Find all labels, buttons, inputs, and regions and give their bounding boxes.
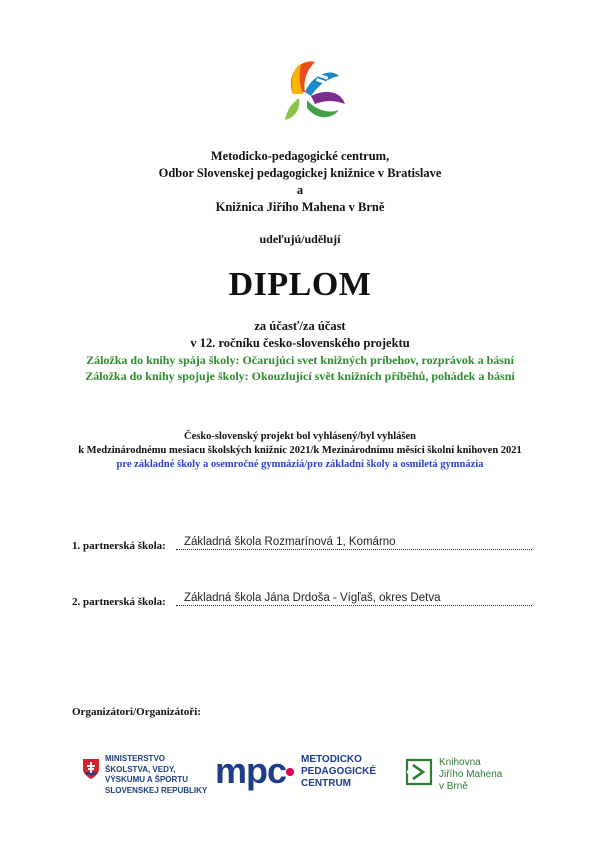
organizers-label: Organizátori/Organizátoři: — [72, 706, 201, 718]
issuer-line-2: Odbor Slovenskej pedagogickej knižnice v Bratislave — [158, 166, 442, 180]
project-block — [0, 430, 600, 472]
issuer-line-3: a — [296, 183, 304, 197]
ministry-line-1: MINISTERSTVO — [105, 754, 166, 763]
partner-school-2-line — [176, 605, 532, 606]
ministry-line-4: SLOVENSKEJ REPUBLIKY — [105, 785, 208, 795]
ministry-crest-icon — [82, 758, 100, 780]
partner-school-1-line — [176, 549, 532, 550]
mpc-logo-word: mpc — [215, 750, 287, 791]
mpc-logo-text — [301, 754, 376, 790]
partner-school-2 — [72, 588, 532, 608]
ministry-line-3: VÝSKUMU A ŠPORTU — [105, 775, 188, 784]
project-line-3: pre základné školy a osemročné gymnáziá/pro základní školy a osmiletá gymnázia — [116, 459, 484, 470]
kjm-line-1: Knihovna — [439, 757, 481, 768]
partner-school-1-value: Základná škola Rozmarínová 1, Komárno — [184, 536, 396, 548]
participation-line-2: v 12. ročníku česko-slovenského projektu — [190, 336, 410, 350]
issuer-line-1: Metodicko-pedagogické centrum, — [210, 149, 390, 163]
mpc-line-2: PEDAGOGICKÉ — [301, 766, 377, 777]
mpc-line-3: CENTRUM — [301, 778, 351, 789]
participation-line-1: za účasť/za účast — [254, 319, 346, 333]
issuer-line-4: Knižnica Jiřího Mahena v Brně — [215, 200, 385, 214]
theme-sk: Záložka do knihy spája školy: Očarujúci svet knižných príbehov, rozprávok a básní — [86, 353, 514, 367]
kjm-line-3: v Brně — [439, 781, 468, 792]
ism-logo — [255, 52, 365, 142]
ministry-logo-text — [105, 754, 207, 796]
issuer-block — [0, 148, 600, 216]
kjm-logo-icon — [404, 757, 434, 787]
partner-school-1 — [72, 532, 532, 552]
theme-cz: Záložka do knihy spojuje školy: Okouzlující svět knižních příběhů, pohádek a básní — [85, 369, 515, 383]
partner-school-1-label: 1. partnerská škola: — [72, 540, 166, 552]
partner-school-2-value: Základná škola Jána Drdoša - Vígľaš, okres Detva — [184, 592, 441, 604]
participation-block — [0, 318, 600, 384]
partner-school-2-label: 2. partnerská škola: — [72, 596, 166, 608]
mpc-dot-icon — [286, 768, 294, 776]
kjm-logo-text — [439, 757, 502, 793]
kjm-line-2: Jiřího Mahena — [439, 769, 503, 780]
ism-logo-icon — [255, 52, 365, 142]
project-line-2: k Medzinárodnému mesiacu školských knižníc 2021/k Mezinárodnímu měsíci školní knihoven 2021 — [78, 445, 522, 456]
project-line-1: Česko-slovenský projekt bol vyhlásený/byl vyhlášen — [183, 431, 416, 442]
ministry-line-2: ŠKOLSTVA, VEDY, — [105, 764, 176, 774]
page-title: DIPLOM — [228, 266, 372, 303]
grant-text: udeľujú/udělují — [259, 232, 341, 246]
mpc-line-1: METODICKO — [301, 754, 362, 765]
